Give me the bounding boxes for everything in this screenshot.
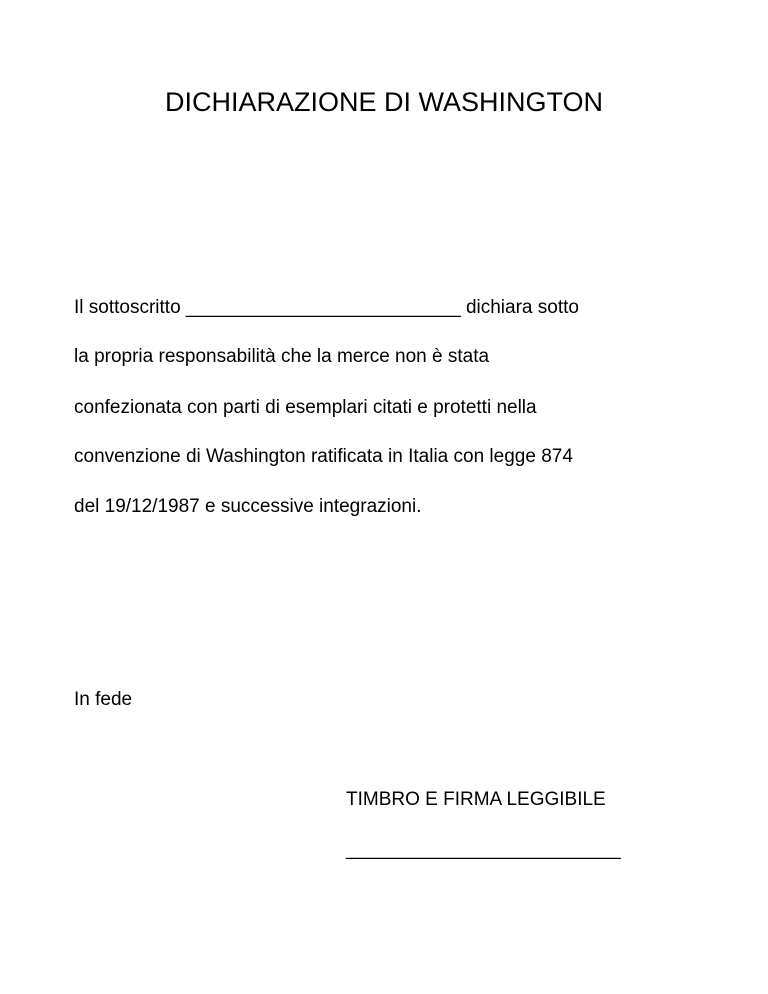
document-title: DICHIARAZIONE DI WASHINGTON — [164, 87, 604, 117]
signature-line: __________________________ — [346, 839, 621, 860]
stamp-signature-label: TIMBRO E FIRMA LEGGIBILE — [346, 789, 606, 810]
declaration-line-4: convenzione di Washington ratificata in Italia con legge 874 — [74, 446, 573, 467]
declaration-line-5: del 19/12/1987 e successive integrazioni. — [74, 496, 422, 517]
closing-text: In fede — [74, 689, 133, 710]
declaration-line-3: confezionata con parti di esemplari citati e protetti nella — [74, 397, 537, 418]
declaration-line-2: la propria responsabilità che la merce non è stata — [74, 346, 490, 367]
declaration-line-1: Il sottoscritto __________________________ dichiara sotto — [74, 297, 579, 318]
